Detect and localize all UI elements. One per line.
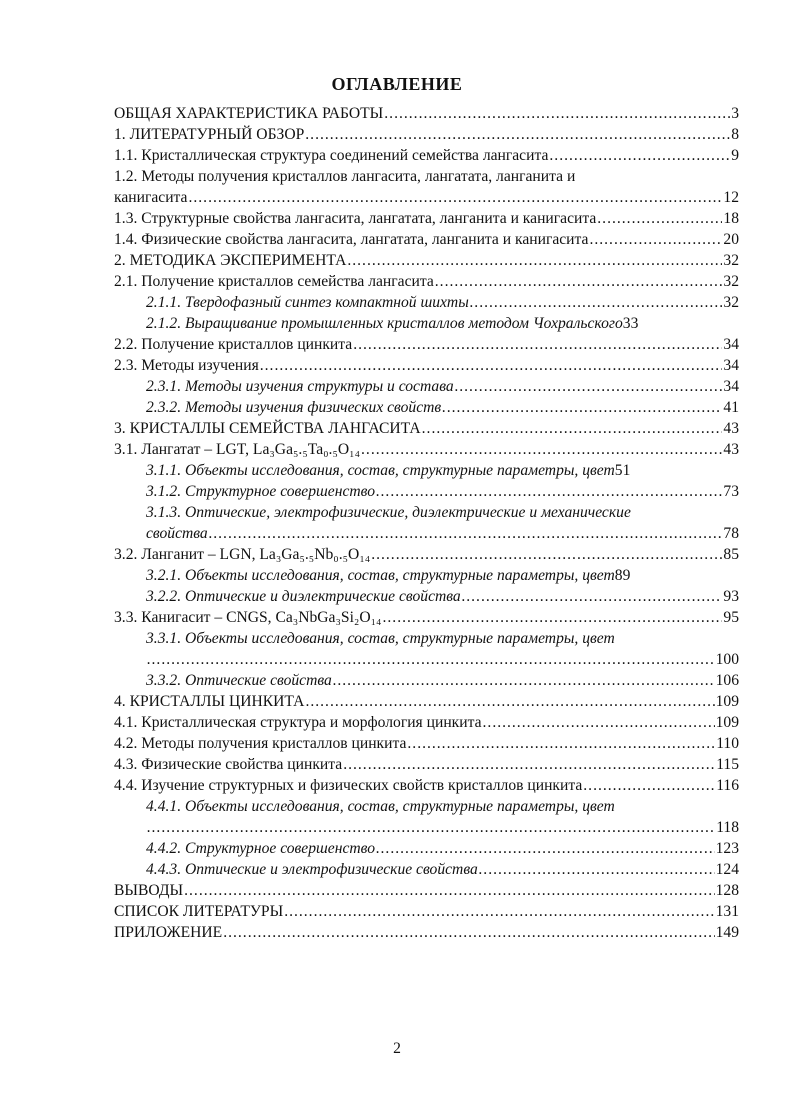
toc-entry-label: 2.3.2. Методы изучения физических свойств [146,399,442,416]
leader-dots [376,838,715,859]
toc-entry[interactable] [114,901,739,922]
toc-entry[interactable] [114,544,739,565]
toc-entry-label: 3.2. Ланганит – LGN, La₃Ga₅.₅Nb₀.₅O₁₄ [114,546,371,563]
toc-entry-label: 2.1. Получение кристаллов семейства лангасита [114,273,434,290]
toc-entry-label: свойства [146,525,208,542]
toc-entry-label: 4.3. Физические свойства цинкита [114,756,343,773]
page-number: 2 [393,1040,401,1057]
leader-dots [384,103,730,124]
toc-entry-page: 32 [723,273,739,290]
toc-entry[interactable] [114,334,739,355]
toc-entry-label: ВЫВОДЫ [114,882,184,899]
toc-subentry[interactable] [114,523,739,544]
toc-entry-page: 131 [715,903,739,920]
toc-entry-page: 149 [715,924,739,941]
toc-entry[interactable] [114,355,739,376]
toc-entry-label: канигасита [114,189,188,206]
toc-subentry[interactable] [114,397,739,418]
toc-entry-label: 2.1.1. Твердофазный синтез компактной шихты [146,294,469,311]
leader-dots [589,229,722,250]
toc-entry[interactable] [114,103,739,124]
toc-entry[interactable] [114,187,739,208]
toc-title: ОГЛАВЛЕНИЕ [331,74,463,94]
toc-entry-page: 115 [716,756,739,773]
toc-entry[interactable] [114,229,739,250]
leader-dots [407,733,715,754]
leader-dots [383,607,723,628]
toc-entry[interactable] [114,733,739,754]
toc-entry-page: 110 [716,735,739,752]
toc-subentry[interactable] [114,838,739,859]
leader-dots [223,922,714,943]
toc-entry-page: 34 [723,378,739,395]
toc-entry-label: ОБЩАЯ ХАРАКТЕРИСТИКА РАБОТЫ [114,105,384,122]
leader-dots [147,817,715,838]
leader-dots [209,523,723,544]
toc-entry-label: 4.4.1. Объекты исследования, состав, структурные параметры, цвет [146,798,615,815]
toc-entry-page: 34 [723,336,739,353]
leader-dots [184,880,714,901]
toc-entry-page: 73 [723,483,739,500]
leader-dots [347,250,722,271]
leader-dots [442,397,722,418]
leader-dots [305,691,714,712]
leader-dots [455,376,723,397]
toc-entry-label: 3.1.1. Объекты исследования, состав, структурные параметры, цвет [146,462,615,479]
toc-entry-label: 3.1. Лангатат – LGT, La₃Ga₅.₅Ta₀.₅O₁₄ [114,441,361,458]
toc-entry-label: 3.2.2. Оптические и диэлектрические свойства [146,588,461,605]
toc-subentry-first-line[interactable] [114,628,739,649]
toc-entry-label: 2.3.1. Методы изучения структуры и состава [146,378,454,395]
table-of-contents [114,103,739,943]
toc-entry-page: 109 [715,693,739,710]
toc-subentry[interactable] [114,649,739,670]
leader-dots [361,439,722,460]
toc-entry-page: 95 [723,609,739,626]
toc-entry-page: 9 [731,147,739,164]
toc-entry-label: 4.1. Кристаллическая структура и морфология цинкита [114,714,482,731]
toc-entry-label: 1. ЛИТЕРАТУРНЫЙ ОБЗОР [114,126,305,143]
toc-entry-label: СПИСОК ЛИТЕРАТУРЫ [114,903,284,920]
toc-entry[interactable] [114,775,739,796]
toc-entry-page: 118 [716,819,739,836]
toc-subentry[interactable] [114,460,739,481]
toc-entry-label: 2.2. Получение кристаллов цинкита [114,336,353,353]
toc-entry-label: 2.1.2. Выращивание промышленных кристаллов методом Чохральского [146,315,623,332]
toc-entry-page: 93 [723,588,739,605]
toc-entry-page: 20 [723,231,739,248]
toc-subentry-first-line[interactable] [114,796,739,817]
leader-dots [483,712,715,733]
toc-entry-label: 1.1. Кристаллическая структура соединений семейства лангасита [114,147,549,164]
toc-entry-label: 4.4.3. Оптические и электрофизические свойства [146,861,478,878]
leader-dots [343,754,715,775]
toc-entry-label: 2.3. Методы изучения [114,357,259,374]
toc-subentry[interactable] [114,292,739,313]
toc-entry-label: 3.3.2. Оптические свойства [146,672,332,689]
leader-dots [333,670,715,691]
toc-subentry[interactable] [114,376,739,397]
toc-entry[interactable] [114,250,739,271]
toc-entry-page: 33 [622,315,639,332]
toc-entry[interactable] [114,124,739,145]
toc-entry[interactable] [114,607,739,628]
leader-dots [260,355,723,376]
leader-dots [284,901,714,922]
toc-entry-page: 41 [723,399,739,416]
toc-entry-label: 3.2.1. Объекты исследования, состав, структурные параметры, цвет [146,567,615,584]
toc-entry-page: 123 [715,840,739,857]
toc-subentry-first-line[interactable] [114,502,739,523]
toc-entry-page: 43 [723,420,739,437]
leader-dots [470,292,723,313]
toc-entry[interactable] [114,691,739,712]
toc-subentry[interactable] [114,481,739,502]
toc-entry-label: 3.1.3. Оптические, электрофизические, диэлектрические и механические [146,504,631,521]
toc-entry[interactable] [114,922,739,943]
toc-entry-label: 3.3.1. Объекты исследования, состав, структурные параметры, цвет [146,630,615,647]
toc-entry-page: 106 [715,672,739,689]
toc-entry-page: 3 [731,105,739,122]
toc-entry-label: 3.1.2. Структурное совершенство [146,483,375,500]
leader-dots [462,586,723,607]
leader-dots [353,334,722,355]
leader-dots [597,208,722,229]
toc-subentry[interactable] [114,670,739,691]
toc-entry[interactable] [114,754,739,775]
leader-dots [479,859,715,880]
toc-entry-page: 8 [731,126,739,143]
toc-entry-label: 1.4. Физические свойства лангасита, лангатата, ланганита и канигасита [114,231,589,248]
leader-dots [583,775,715,796]
toc-entry[interactable] [114,208,739,229]
toc-entry-page: 124 [715,861,739,878]
toc-entry-page: 18 [723,210,739,227]
toc-entry-page: 89 [614,567,631,584]
toc-entry-page: 34 [723,357,739,374]
toc-entry[interactable] [114,145,739,166]
toc-entry-page: 116 [716,777,739,794]
toc-subentry[interactable] [114,859,739,880]
leader-dots [422,418,723,439]
toc-entry-label: 4. КРИСТАЛЛЫ ЦИНКИТА [114,693,305,710]
toc-entry-page: 128 [715,882,739,899]
leader-dots [435,271,723,292]
toc-entry-label: 1.3. Структурные свойства лангасита, лангатата, ланганита и канигасита [114,210,597,227]
leader-dots [305,124,730,145]
leader-dots [376,481,722,502]
toc-entry-page: 100 [715,651,739,668]
toc-entry[interactable] [114,418,739,439]
toc-subentry[interactable] [114,817,739,838]
leader-dots [147,649,715,670]
toc-entry[interactable] [114,439,739,460]
toc-entry-page: 51 [614,462,631,479]
toc-entry-page: 12 [723,189,739,206]
toc-entry-page: 32 [723,252,739,269]
toc-entry[interactable] [114,271,739,292]
toc-subentry[interactable] [114,313,739,334]
toc-entry-page: 32 [723,294,739,311]
toc-entry-label: 4.2. Методы получения кристаллов цинкита [114,735,407,752]
toc-entry-page: 43 [723,441,739,458]
toc-entry-label: ПРИЛОЖЕНИЕ [114,924,223,941]
toc-entry-label: 2. МЕТОДИКА ЭКСПЕРИМЕНТА [114,252,347,269]
toc-entry-label: 4.4. Изучение структурных и физических свойств кристаллов цинкита [114,777,583,794]
leader-dots [188,187,722,208]
leader-dots [549,145,730,166]
toc-entry[interactable] [114,880,739,901]
toc-entry[interactable] [114,712,739,733]
toc-entry-label: 4.4.2. Структурное совершенство [146,840,375,857]
toc-entry-page: 78 [723,525,739,542]
toc-entry-page: 85 [723,546,739,563]
toc-entry-page: 109 [715,714,739,731]
toc-entry-first-line[interactable]: 1.2. Методы получения кристаллов лангасита, лангатата, ланганита и [114,168,576,185]
toc-subentry[interactable] [114,586,739,607]
leader-dots [371,544,722,565]
toc-entry-label: 3.3. Канигасит – CNGS, Ca₃NbGa₃Si₂O₁₄ [114,609,382,626]
toc-entry-label: 3. КРИСТАЛЛЫ СЕМЕЙСТВА ЛАНГАСИТА [114,420,421,437]
toc-subentry[interactable] [114,565,739,586]
